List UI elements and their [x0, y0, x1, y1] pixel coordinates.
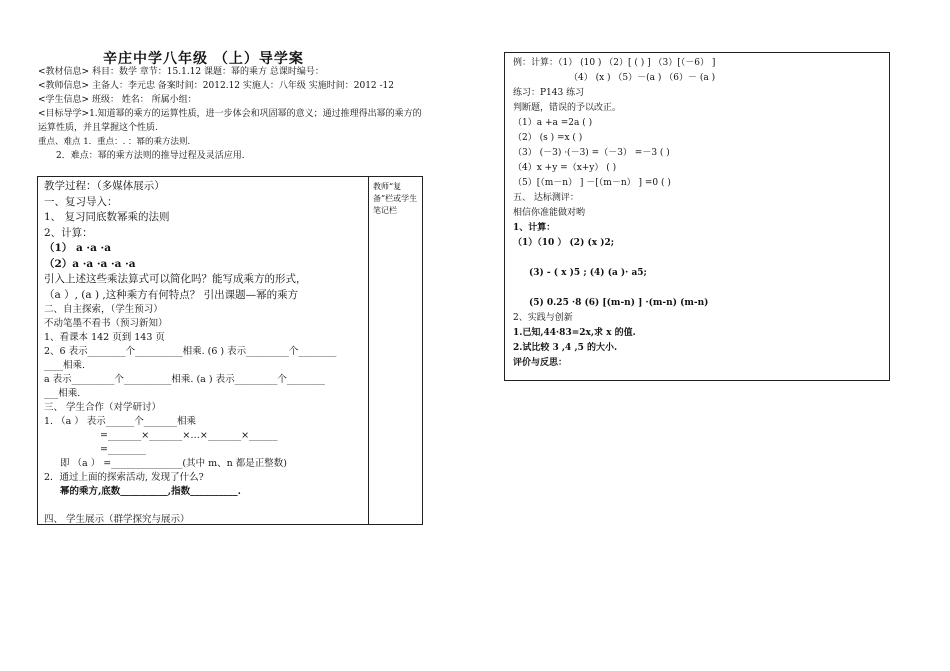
innovate-item-2: 2.试比较 3 ,4 ,5 的大小.: [513, 343, 618, 353]
learning-goal-cont: 运算性质，并且掌握这个性质.: [38, 123, 158, 133]
explore-step-2b: ____相乘.: [44, 360, 86, 371]
assess-calc-heading: 1、计算：: [513, 223, 556, 233]
explore-step-1: 1、看课本 142 页到 143 页: [44, 332, 165, 343]
student-info: <学生信息> 班级： 姓名： 所属小组：: [38, 95, 197, 105]
exercise-column: [513, 56, 885, 371]
spacer-line: [44, 499, 364, 513]
key-point: 重点、难点 1．重点：. ：幂的乘方法则.: [38, 137, 191, 147]
example-row-1: 例：计算：（1） (10 ) （2）[ ( ) ] （3）[（－6） ]: [513, 58, 716, 68]
cooperate-conclusion: 即 （a ） =_______________(其中 m、n 都是正整数): [60, 458, 288, 469]
column-divider: [368, 177, 369, 524]
assess-note: 相信你准能做对哟: [513, 208, 586, 218]
innovate-item-1: 1.已知,44·83=2x,求 x 的值.: [513, 328, 636, 338]
blank-line-1: [513, 251, 885, 266]
judge-item-3: （3） (－3) ·(－3) =（－3） =－3 ( ): [513, 148, 670, 158]
reflection-heading: 评价与反思：: [513, 358, 568, 368]
difficult-point: 2．难点：幂的乘方法则的推导过程及灵活应用.: [56, 151, 245, 161]
judge-item-5: （5）[（m－n） ] －[（m－n） ] =0 ( ): [513, 178, 671, 188]
cooperate-item-2: 2．通过上面的探索活动, 发现了什么?: [44, 472, 204, 483]
teacher-info: <教师信息> 主备人：李元忠 备案时间：2012.12 实施人：八年级 实施时间：2012 -12: [38, 81, 395, 91]
explore-step-3: a 表示_________个__________相乘. (a ) 表示_________个________: [44, 374, 325, 385]
process-heading: 教学过程：（多媒体展示）: [44, 180, 165, 192]
section-cooperate: 三、 学生合作（对学研讨）: [44, 402, 162, 413]
judge-item-2: （2） (s ) =x ( ): [513, 133, 583, 143]
blank-line-2: [513, 281, 885, 296]
judge-item-4: （4）x +y =（x+y） ( ): [513, 163, 617, 173]
section-assess: 五、 达标测评：: [513, 193, 579, 203]
learning-goal: <目标导学>1.知道幂的乘方的运算性质，进一步体会和巩固幂的意义；通过推理得出幂的乘方的: [38, 109, 422, 119]
section-showcase: 四、 学生展示（群学探究与展示）: [44, 514, 190, 525]
review-item-1: 1、 复习同底数幂乘的法则: [44, 211, 170, 223]
rule-summary: 幂的乘方,底数__________,指数__________.: [60, 486, 241, 497]
example-row-2: （4） (x ) （5）－(a ) （6）－ (a ): [569, 73, 716, 83]
teaching-process-box: [37, 176, 423, 525]
explore-step-2: 2、6 表示________个__________相乘. (6 ) 表示_________个________: [44, 346, 337, 357]
textbook-info: <教材信息> 科目：数学 章节：15.1.12 课题：幂的乘方 总课时编号：: [38, 67, 324, 77]
section-explore: 二、自主探索，（学生预习）: [44, 304, 163, 315]
assess-calc-row-3: (5) 0.25 ·8 (6) [(m-n) ] ·(m-n) (m-n): [529, 298, 709, 308]
cooperate-item-1: 1. （a ） 表示______个_______相乘: [44, 416, 197, 427]
judge-heading: 判断题，错误的予以改正。: [513, 103, 622, 113]
judge-item-1: （1）a +a =2a ( ): [513, 118, 593, 128]
cooperate-result: =________: [100, 444, 146, 455]
section-review: 一、复习导入：: [44, 195, 118, 208]
exercise-box: [504, 52, 890, 381]
teacher-note-column: 教师“复备”栏或学生笔记栏: [373, 182, 418, 215]
calc-2: （2）a ·a ·a ·a ·a: [44, 257, 136, 270]
practice-innovate: 2、实践与创新: [513, 313, 573, 323]
explore-note: 不动笔墨不看书（预习新知）: [44, 318, 168, 329]
calc-1: （1） a ·a ·a: [44, 242, 111, 254]
practice-heading: 练习：P143 练习: [513, 88, 585, 98]
cooperate-expand: =_______×_______×…×_______×______: [100, 430, 278, 441]
page-title: 辛庄中学八年级 （上）导学案: [103, 51, 304, 67]
assess-calc-row-1: （1）（10 ） (2) (x )2;: [513, 238, 615, 248]
intro-topic: （a ）, (a ) ,这种乘方有何特点？ 引出课题—幂的乘方: [44, 288, 299, 301]
assess-calc-row-2: (3) - ( x )5 ; (4) (a )· a5;: [529, 268, 647, 278]
intro-question: 引入上述这些乘法算式可以简化吗？能写成乘方的形式，: [44, 273, 307, 285]
review-item-2: 2、计算：: [44, 226, 93, 239]
explore-step-3b: ___相乘.: [44, 388, 81, 399]
teaching-process-column: [44, 179, 364, 527]
